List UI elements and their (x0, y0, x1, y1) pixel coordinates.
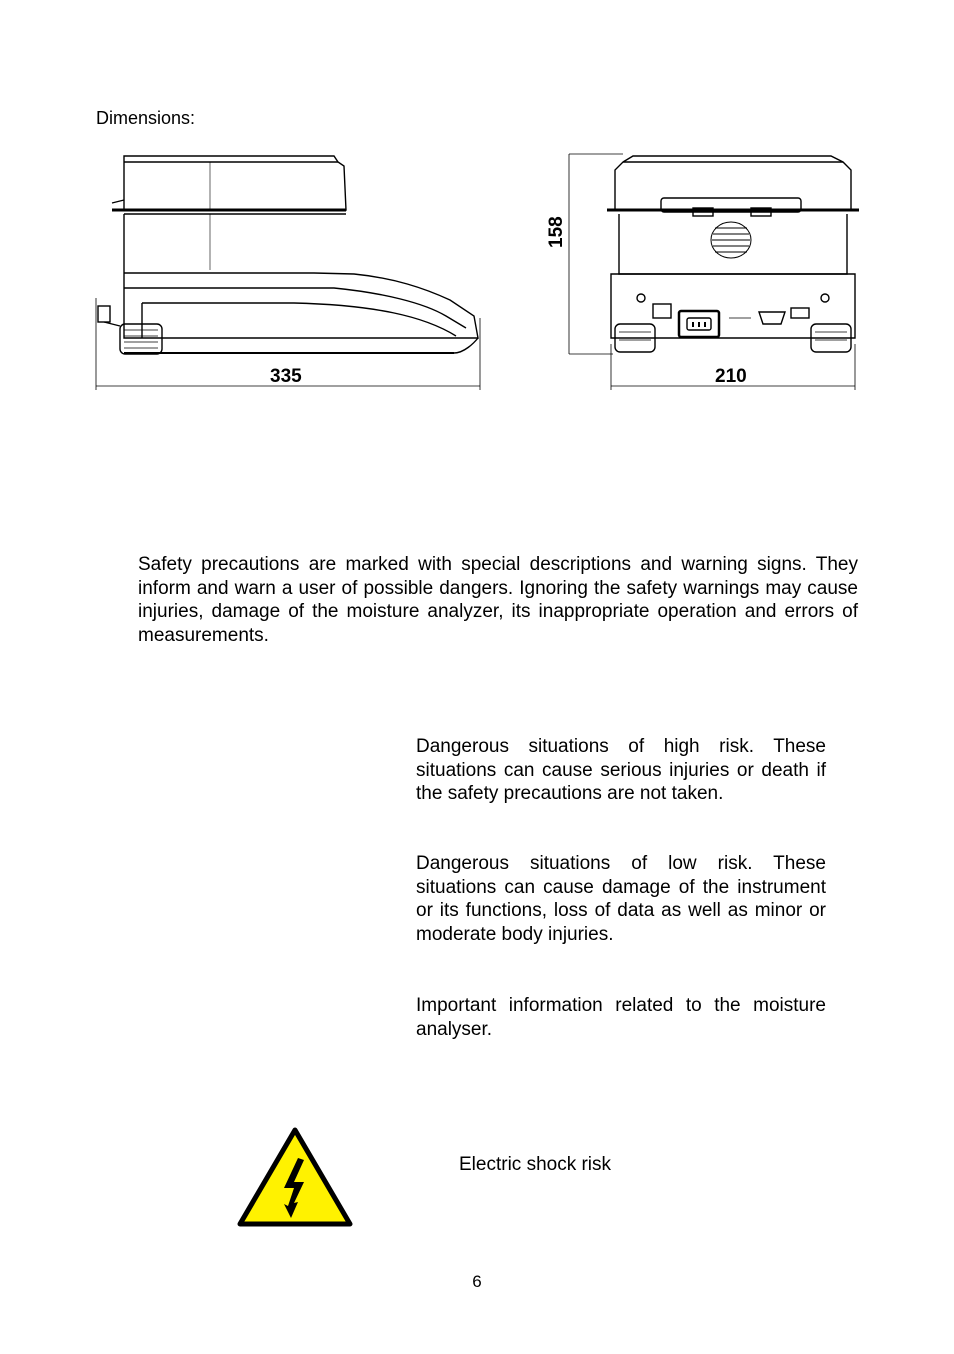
electric-shock-label: Electric shock risk (459, 1154, 612, 1175)
front-view-drawing (563, 148, 863, 393)
side-width-dimension: 335 (270, 366, 302, 387)
side-view-drawing (94, 148, 494, 393)
important-info-text: Important information related to the moisture analyser. (416, 995, 826, 1040)
electric-shock-warning-icon (236, 1126, 354, 1228)
height-dimension: 158 (546, 216, 567, 248)
safety-intro-paragraph: Safety precautions are marked with special descriptions and warning signs. They inform and warn a user of possible dangers. Ignoring the safety warnings may cause injuries, damage of the moisture analyzer, its inappropriate operation and errors of measurements. (138, 554, 858, 646)
low-risk-warning-text: Dangerous situations of low risk. These situations can cause damage of the instrument or its functions, loss of data as well as minor or moderate body injuries. (416, 853, 826, 945)
front-width-dimension: 210 (715, 366, 747, 387)
page-number: 6 (472, 1272, 482, 1291)
high-risk-warning-text: Dangerous situations of high risk. These situations can cause serious injuries or death if the safety precautions are not taken. (416, 736, 826, 804)
dimensions-heading: Dimensions: (96, 108, 196, 128)
